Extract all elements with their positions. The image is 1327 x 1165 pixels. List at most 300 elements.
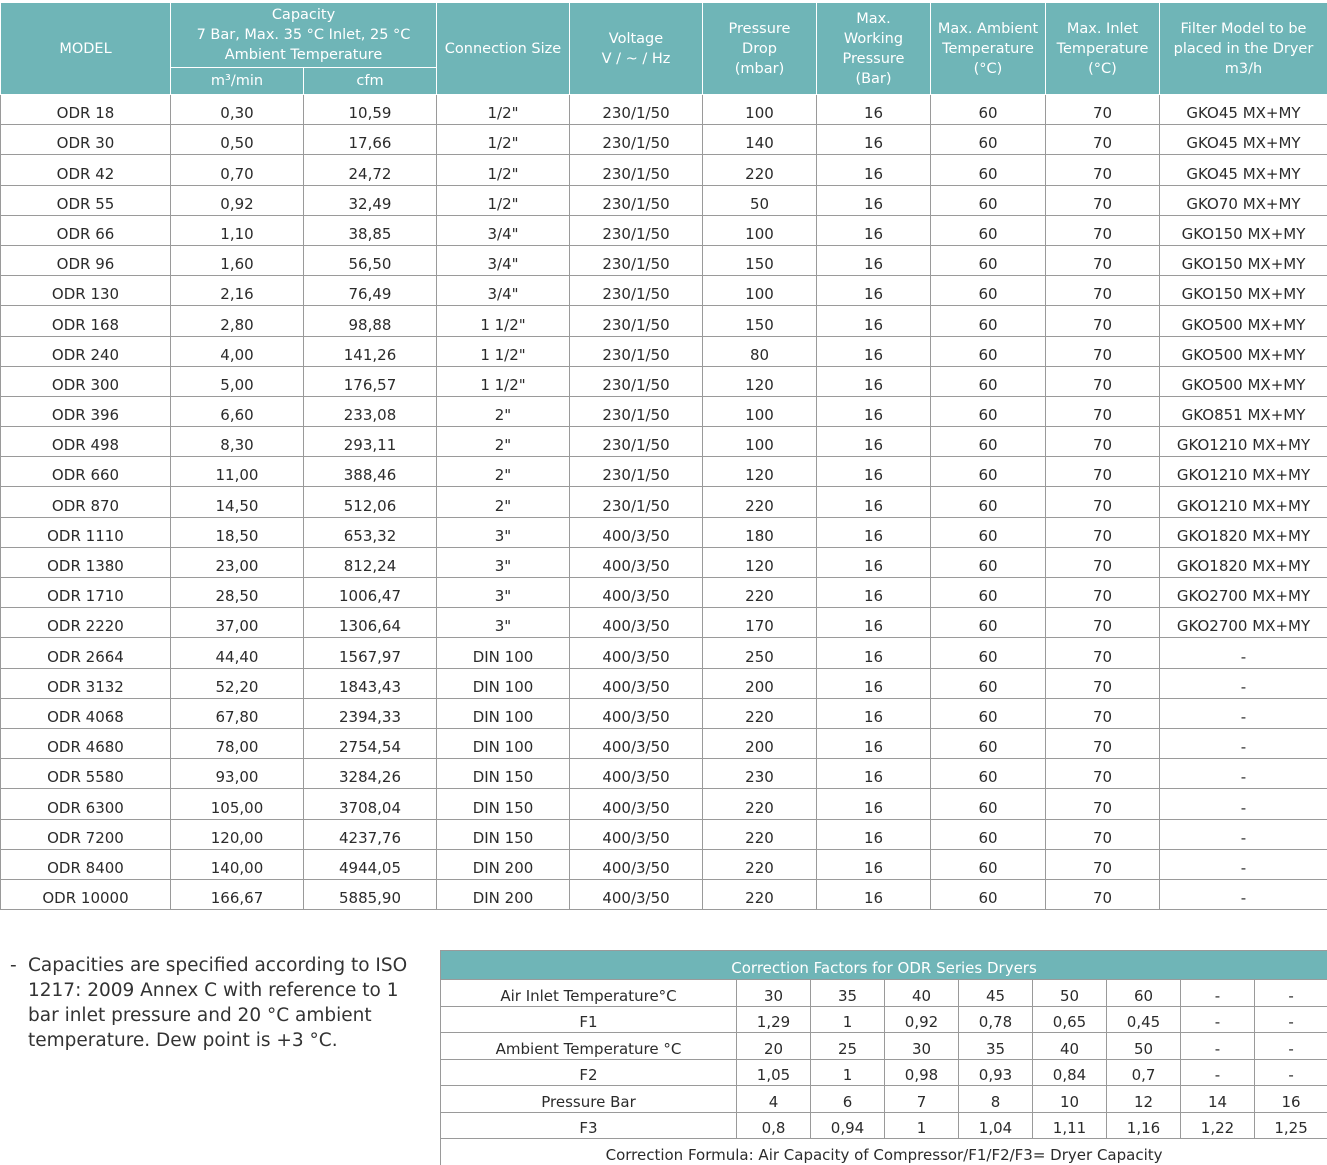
cell-voltage: 230/1/50: [570, 336, 703, 366]
cell-pressure-drop: 150: [703, 306, 817, 336]
cell-max-working-pressure: 16: [817, 487, 931, 517]
cell-max-ambient-temp: 60: [931, 668, 1046, 698]
cell-max-ambient-temp: 60: [931, 276, 1046, 306]
correction-row: [441, 980, 1327, 1007]
cell-max-working-pressure: 16: [817, 125, 931, 155]
cell-capacity-cfm: 4237,76: [304, 819, 437, 849]
cell-max-ambient-temp: 60: [931, 819, 1046, 849]
header-capacity-line2: 7 Bar, Max. 35 °C Inlet, 25 °C: [196, 27, 411, 43]
cell-pressure-drop: 100: [703, 396, 817, 426]
header-amb-line2: Temperature: [942, 40, 1034, 57]
cell-model: ODR 66: [1, 215, 171, 245]
table-row: [1, 215, 1327, 245]
table-row: [1, 366, 1327, 396]
cell-capacity-m3: 67,80: [171, 698, 304, 728]
cell-filter-model: GKO1820 MX+MY: [1160, 547, 1327, 577]
cell-pressure-drop: 220: [703, 849, 817, 879]
cell-max-working-pressure: 16: [817, 306, 931, 336]
table-row: [1, 547, 1327, 577]
table-row: [1, 306, 1327, 336]
cell-model: ODR 498: [1, 427, 171, 457]
cell-capacity-m3: 8,30: [171, 427, 304, 457]
cell-capacity-m3: 78,00: [171, 728, 304, 758]
cell-voltage: 400/3/50: [570, 849, 703, 879]
correction-value: 30: [885, 1033, 959, 1060]
cell-model: ODR 6300: [1, 789, 171, 819]
header-max-inlet-temp: [1046, 3, 1160, 95]
correction-row-label: F1: [441, 1006, 737, 1033]
correction-value: 0,94: [811, 1112, 885, 1139]
cell-pressure-drop: 120: [703, 547, 817, 577]
cell-capacity-cfm: 388,46: [304, 457, 437, 487]
cell-capacity-cfm: 56,50: [304, 245, 437, 275]
cell-pressure-drop: 140: [703, 125, 817, 155]
cell-model: ODR 4068: [1, 698, 171, 728]
cell-max-inlet-temp: 70: [1046, 306, 1160, 336]
cell-capacity-m3: 52,20: [171, 668, 304, 698]
cell-max-working-pressure: 16: [817, 879, 931, 909]
cell-max-ambient-temp: 60: [931, 698, 1046, 728]
cell-filter-model: -: [1160, 849, 1327, 879]
cell-max-ambient-temp: 60: [931, 427, 1046, 457]
table-row: [1, 849, 1327, 879]
cell-capacity-m3: 166,67: [171, 879, 304, 909]
cell-capacity-cfm: 653,32: [304, 517, 437, 547]
cell-max-inlet-temp: 70: [1046, 608, 1160, 638]
cell-max-working-pressure: 16: [817, 849, 931, 879]
cell-capacity-m3: 28,50: [171, 578, 304, 608]
cell-capacity-cfm: 233,08: [304, 396, 437, 426]
cell-max-ambient-temp: 60: [931, 517, 1046, 547]
cell-connection: DIN 100: [437, 638, 570, 668]
header-filter-line2: placed in the Dryer: [1173, 40, 1314, 57]
header-connection-label: Connection Size: [444, 40, 562, 57]
correction-value: 30: [737, 980, 811, 1007]
cell-max-working-pressure: 16: [817, 789, 931, 819]
table-row: [1, 879, 1327, 909]
cell-max-working-pressure: 16: [817, 608, 931, 638]
cell-model: ODR 168: [1, 306, 171, 336]
cell-capacity-cfm: 141,26: [304, 336, 437, 366]
cell-capacity-cfm: 512,06: [304, 487, 437, 517]
cell-model: ODR 870: [1, 487, 171, 517]
cell-max-ambient-temp: 60: [931, 879, 1046, 909]
cell-max-working-pressure: 16: [817, 517, 931, 547]
cell-pressure-drop: 100: [703, 95, 817, 125]
correction-value: -: [1255, 1033, 1327, 1060]
cell-connection: 1 1/2": [437, 336, 570, 366]
cell-filter-model: GKO45 MX+MY: [1160, 95, 1327, 125]
correction-value: 1,04: [959, 1112, 1033, 1139]
correction-row: [441, 1033, 1327, 1060]
table-row: [1, 457, 1327, 487]
cell-connection: 1/2": [437, 95, 570, 125]
cell-capacity-cfm: 3284,26: [304, 759, 437, 789]
cell-max-inlet-temp: 70: [1046, 396, 1160, 426]
cell-max-inlet-temp: 70: [1046, 879, 1160, 909]
correction-factors-table: [440, 950, 1327, 1165]
header-model: [1, 3, 171, 95]
table-row: [1, 789, 1327, 819]
header-inlet-line2: Temperature: [1056, 40, 1149, 57]
cell-capacity-m3: 0,92: [171, 185, 304, 215]
cell-connection: 2": [437, 457, 570, 487]
header-capacity-line3: Ambient Temperature: [224, 47, 383, 63]
cell-connection: DIN 200: [437, 879, 570, 909]
cell-max-inlet-temp: 70: [1046, 638, 1160, 668]
cell-model: ODR 2664: [1, 638, 171, 668]
correction-value: 1,22: [1181, 1112, 1255, 1139]
cell-pressure-drop: 120: [703, 366, 817, 396]
correction-value: 6: [811, 1086, 885, 1113]
cell-max-working-pressure: 16: [817, 276, 931, 306]
cell-voltage: 400/3/50: [570, 547, 703, 577]
cell-capacity-m3: 4,00: [171, 336, 304, 366]
cell-connection: 1/2": [437, 155, 570, 185]
cell-max-inlet-temp: 70: [1046, 185, 1160, 215]
correction-value: 1,11: [1033, 1112, 1107, 1139]
header-connection: [437, 3, 570, 95]
cell-capacity-cfm: 24,72: [304, 155, 437, 185]
cell-capacity-cfm: 38,85: [304, 215, 437, 245]
cell-filter-model: -: [1160, 728, 1327, 758]
header-mwp-line3: Pressure: [842, 50, 905, 67]
table-row: [1, 276, 1327, 306]
cell-filter-model: -: [1160, 698, 1327, 728]
header-voltage: [570, 3, 703, 95]
table-row: [1, 608, 1327, 638]
cell-max-inlet-temp: 70: [1046, 547, 1160, 577]
cell-capacity-m3: 18,50: [171, 517, 304, 547]
table-row: [1, 517, 1327, 547]
table-row: [1, 336, 1327, 366]
correction-row: [441, 1059, 1327, 1086]
table-row: [1, 185, 1327, 215]
cell-model: ODR 55: [1, 185, 171, 215]
header-mwp-line4: (Bar): [855, 70, 892, 87]
cell-capacity-cfm: 293,11: [304, 427, 437, 457]
cell-pressure-drop: 220: [703, 578, 817, 608]
cell-capacity-m3: 1,10: [171, 215, 304, 245]
cell-connection: DIN 100: [437, 728, 570, 758]
cell-voltage: 230/1/50: [570, 125, 703, 155]
header-capacity-line1: Capacity: [271, 7, 336, 23]
cell-capacity-cfm: 17,66: [304, 125, 437, 155]
header-capacity: [171, 3, 437, 68]
cell-filter-model: GKO500 MX+MY: [1160, 336, 1327, 366]
correction-value: 20: [737, 1033, 811, 1060]
header-pdrop-line3: (mbar): [734, 60, 785, 77]
cell-pressure-drop: 200: [703, 728, 817, 758]
header-filter-line3: m3/h: [1224, 60, 1263, 77]
cell-filter-model: GKO150 MX+MY: [1160, 245, 1327, 275]
cell-filter-model: -: [1160, 759, 1327, 789]
correction-value: 16: [1255, 1086, 1327, 1113]
correction-value: -: [1181, 1033, 1255, 1060]
header-voltage-line1: Voltage: [608, 30, 664, 47]
cell-pressure-drop: 220: [703, 879, 817, 909]
cell-max-inlet-temp: 70: [1046, 427, 1160, 457]
cell-connection: DIN 150: [437, 789, 570, 819]
cell-voltage: 230/1/50: [570, 457, 703, 487]
cell-capacity-m3: 6,60: [171, 396, 304, 426]
cell-voltage: 230/1/50: [570, 427, 703, 457]
cell-pressure-drop: 230: [703, 759, 817, 789]
cell-capacity-cfm: 10,59: [304, 95, 437, 125]
cell-capacity-cfm: 812,24: [304, 547, 437, 577]
cell-pressure-drop: 100: [703, 215, 817, 245]
cell-max-inlet-temp: 70: [1046, 668, 1160, 698]
cell-max-working-pressure: 16: [817, 366, 931, 396]
cell-max-working-pressure: 16: [817, 759, 931, 789]
correction-value: 1,25: [1255, 1112, 1327, 1139]
correction-value: 40: [1033, 1033, 1107, 1060]
cell-pressure-drop: 170: [703, 608, 817, 638]
header-pdrop-line1: Pressure: [728, 20, 791, 37]
cell-max-working-pressure: 16: [817, 95, 931, 125]
cell-capacity-m3: 140,00: [171, 849, 304, 879]
cell-max-ambient-temp: 60: [931, 578, 1046, 608]
cell-capacity-m3: 0,50: [171, 125, 304, 155]
cell-model: ODR 240: [1, 336, 171, 366]
cell-max-working-pressure: 16: [817, 547, 931, 577]
correction-row-label: Pressure Bar: [441, 1086, 737, 1113]
correction-value: 8: [959, 1086, 1033, 1113]
cell-max-working-pressure: 16: [817, 457, 931, 487]
cell-capacity-cfm: 76,49: [304, 276, 437, 306]
table-body: [1, 95, 1327, 910]
cell-max-ambient-temp: 60: [931, 155, 1046, 185]
cell-voltage: 400/3/50: [570, 728, 703, 758]
correction-table-body: [441, 980, 1327, 1139]
cell-filter-model: -: [1160, 819, 1327, 849]
header-max-ambient-temp: [931, 3, 1046, 95]
cell-capacity-m3: 23,00: [171, 547, 304, 577]
correction-value: -: [1255, 1006, 1327, 1033]
cell-max-ambient-temp: 60: [931, 638, 1046, 668]
cell-capacity-m3: 93,00: [171, 759, 304, 789]
cell-filter-model: GKO1820 MX+MY: [1160, 517, 1327, 547]
cell-max-ambient-temp: 60: [931, 245, 1046, 275]
cell-voltage: 230/1/50: [570, 245, 703, 275]
cell-voltage: 230/1/50: [570, 185, 703, 215]
cell-max-ambient-temp: 60: [931, 185, 1046, 215]
cell-model: ODR 1380: [1, 547, 171, 577]
cell-max-working-pressure: 16: [817, 215, 931, 245]
header-voltage-line2: V / ~ / Hz: [601, 50, 671, 67]
correction-value: 12: [1107, 1086, 1181, 1113]
cell-voltage: 400/3/50: [570, 668, 703, 698]
cell-pressure-drop: 180: [703, 517, 817, 547]
header-filter-line1: Filter Model to be: [1180, 20, 1307, 37]
cell-pressure-drop: 220: [703, 789, 817, 819]
cell-voltage: 400/3/50: [570, 789, 703, 819]
table-row: [1, 698, 1327, 728]
cell-connection: 3/4": [437, 215, 570, 245]
cell-voltage: 230/1/50: [570, 95, 703, 125]
cell-connection: DIN 200: [437, 849, 570, 879]
header-amb-line1: Max. Ambient: [937, 20, 1039, 37]
cell-model: ODR 18: [1, 95, 171, 125]
cell-max-working-pressure: 16: [817, 427, 931, 457]
cell-filter-model: GKO2700 MX+MY: [1160, 578, 1327, 608]
cell-connection: 3": [437, 608, 570, 638]
table-row: [1, 95, 1327, 125]
cell-pressure-drop: 220: [703, 698, 817, 728]
correction-value: 60: [1107, 980, 1181, 1007]
cell-capacity-cfm: 4944,05: [304, 849, 437, 879]
cell-model: ODR 130: [1, 276, 171, 306]
cell-max-inlet-temp: 70: [1046, 698, 1160, 728]
cell-pressure-drop: 220: [703, 487, 817, 517]
cell-voltage: 230/1/50: [570, 276, 703, 306]
cell-connection: DIN 150: [437, 819, 570, 849]
table-row: [1, 125, 1327, 155]
cell-model: ODR 7200: [1, 819, 171, 849]
correction-value: 14: [1181, 1086, 1255, 1113]
header-pressure-drop: [703, 3, 817, 95]
table-row: [1, 396, 1327, 426]
cell-max-working-pressure: 16: [817, 638, 931, 668]
cell-model: ODR 2220: [1, 608, 171, 638]
cell-max-working-pressure: 16: [817, 668, 931, 698]
table-header: [1, 3, 1327, 95]
cell-capacity-m3: 1,60: [171, 245, 304, 275]
cell-model: ODR 1110: [1, 517, 171, 547]
correction-value: 0,78: [959, 1006, 1033, 1033]
cell-max-ambient-temp: 60: [931, 547, 1046, 577]
correction-value: 1,16: [1107, 1112, 1181, 1139]
table-row: [1, 578, 1327, 608]
header-model-label: MODEL: [59, 40, 112, 57]
cell-filter-model: -: [1160, 668, 1327, 698]
table-row: [1, 759, 1327, 789]
cell-connection: 3/4": [437, 276, 570, 306]
correction-value: 1,29: [737, 1006, 811, 1033]
cell-capacity-m3: 5,00: [171, 366, 304, 396]
cell-capacity-m3: 37,00: [171, 608, 304, 638]
correction-value: 45: [959, 980, 1033, 1007]
cell-max-ambient-temp: 60: [931, 125, 1046, 155]
cell-pressure-drop: 150: [703, 245, 817, 275]
cell-max-inlet-temp: 70: [1046, 125, 1160, 155]
cell-connection: 2": [437, 487, 570, 517]
header-mwp-line1: Max.: [856, 10, 891, 27]
cell-capacity-cfm: 2754,54: [304, 728, 437, 758]
correction-row: [441, 1112, 1327, 1139]
cell-pressure-drop: 250: [703, 638, 817, 668]
cell-max-working-pressure: 16: [817, 728, 931, 758]
correction-row-label: F3: [441, 1112, 737, 1139]
cell-filter-model: GKO1210 MX+MY: [1160, 427, 1327, 457]
cell-max-ambient-temp: 60: [931, 457, 1046, 487]
cell-model: ODR 42: [1, 155, 171, 185]
cell-max-ambient-temp: 60: [931, 789, 1046, 819]
cell-voltage: 230/1/50: [570, 155, 703, 185]
correction-value: 0,98: [885, 1059, 959, 1086]
cell-capacity-m3: 0,70: [171, 155, 304, 185]
cell-voltage: 400/3/50: [570, 517, 703, 547]
correction-value: 1: [811, 1059, 885, 1086]
cell-capacity-m3: 0,30: [171, 95, 304, 125]
cell-connection: 3": [437, 517, 570, 547]
cell-voltage: 400/3/50: [570, 879, 703, 909]
cell-model: ODR 8400: [1, 849, 171, 879]
cell-max-inlet-temp: 70: [1046, 759, 1160, 789]
cell-max-inlet-temp: 70: [1046, 276, 1160, 306]
cell-max-working-pressure: 16: [817, 185, 931, 215]
correction-value: 0,93: [959, 1059, 1033, 1086]
cell-connection: 1 1/2": [437, 306, 570, 336]
cell-voltage: 400/3/50: [570, 698, 703, 728]
cell-filter-model: GKO150 MX+MY: [1160, 215, 1327, 245]
cell-connection: 3": [437, 578, 570, 608]
cell-max-ambient-temp: 60: [931, 95, 1046, 125]
cell-max-inlet-temp: 70: [1046, 215, 1160, 245]
cell-voltage: 230/1/50: [570, 215, 703, 245]
cell-capacity-cfm: 3708,04: [304, 789, 437, 819]
cell-max-working-pressure: 16: [817, 155, 931, 185]
correction-value: 40: [885, 980, 959, 1007]
cell-model: ODR 660: [1, 457, 171, 487]
correction-value: 25: [811, 1033, 885, 1060]
cell-connection: 3": [437, 547, 570, 577]
cell-model: ODR 1710: [1, 578, 171, 608]
correction-row-label: Ambient Temperature °C: [441, 1033, 737, 1060]
cell-capacity-cfm: 1567,97: [304, 638, 437, 668]
cell-voltage: 230/1/50: [570, 487, 703, 517]
cell-max-ambient-temp: 60: [931, 215, 1046, 245]
cell-model: ODR 5580: [1, 759, 171, 789]
cell-filter-model: GKO500 MX+MY: [1160, 306, 1327, 336]
cell-pressure-drop: 120: [703, 457, 817, 487]
cell-capacity-cfm: 32,49: [304, 185, 437, 215]
correction-value: 50: [1033, 980, 1107, 1007]
correction-value: 0,84: [1033, 1059, 1107, 1086]
correction-value: 4: [737, 1086, 811, 1113]
cell-voltage: 400/3/50: [570, 638, 703, 668]
cell-connection: 2": [437, 396, 570, 426]
correction-value: 35: [959, 1033, 1033, 1060]
cell-capacity-cfm: 2394,33: [304, 698, 437, 728]
table-row: [1, 668, 1327, 698]
correction-value: 35: [811, 980, 885, 1007]
cell-max-inlet-temp: 70: [1046, 728, 1160, 758]
cell-max-inlet-temp: 70: [1046, 366, 1160, 396]
cell-max-working-pressure: 16: [817, 578, 931, 608]
cell-voltage: 400/3/50: [570, 759, 703, 789]
correction-table-title: Correction Factors for ODR Series Dryers: [441, 951, 1327, 980]
header-max-working-pressure: [817, 3, 931, 95]
cell-model: ODR 30: [1, 125, 171, 155]
cell-connection: 1/2": [437, 185, 570, 215]
correction-value: -: [1181, 980, 1255, 1007]
cell-max-inlet-temp: 70: [1046, 578, 1160, 608]
table-row: [1, 819, 1327, 849]
cell-model: ODR 10000: [1, 879, 171, 909]
cell-pressure-drop: 100: [703, 276, 817, 306]
table-row: [1, 487, 1327, 517]
cell-model: ODR 96: [1, 245, 171, 275]
cell-capacity-cfm: 1306,64: [304, 608, 437, 638]
cell-max-working-pressure: 16: [817, 396, 931, 426]
cell-max-inlet-temp: 70: [1046, 487, 1160, 517]
cell-max-ambient-temp: 60: [931, 728, 1046, 758]
cell-pressure-drop: 100: [703, 427, 817, 457]
cell-connection: 2": [437, 427, 570, 457]
correction-formula: Correction Formula: Air Capacity of Compressor/F1/F2/F3= Dryer Capacity: [441, 1139, 1327, 1165]
cell-connection: DIN 100: [437, 668, 570, 698]
